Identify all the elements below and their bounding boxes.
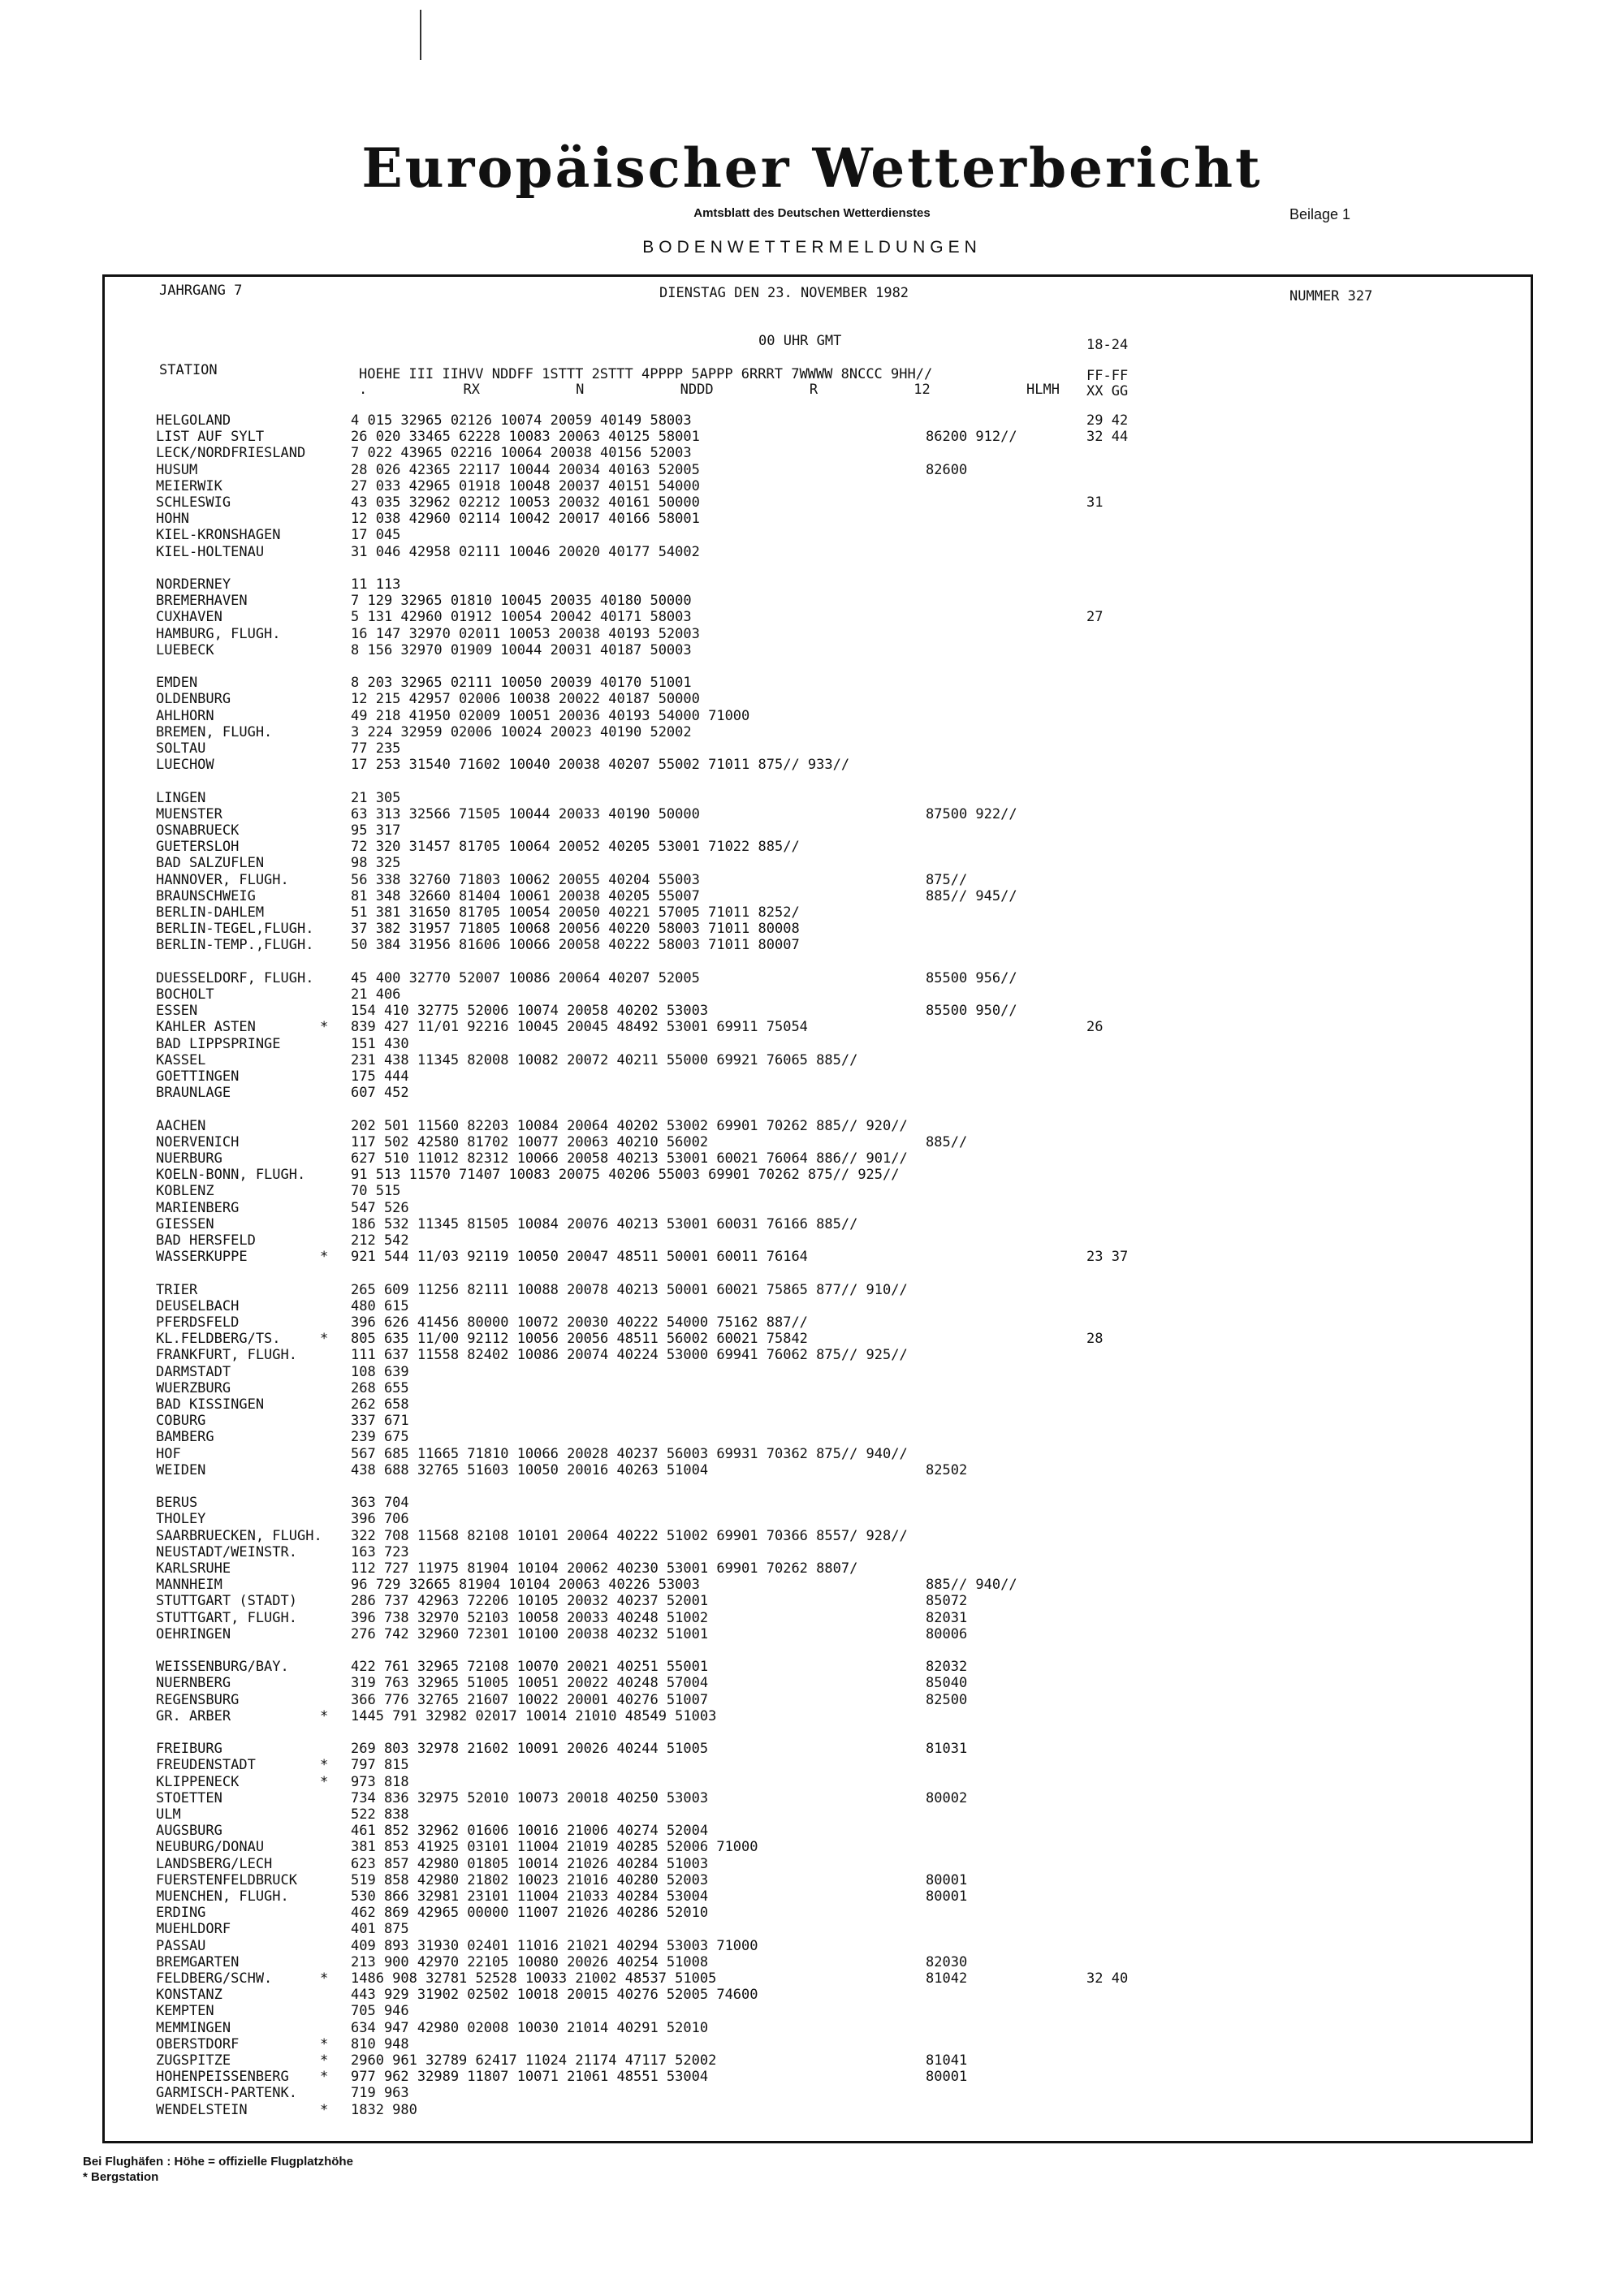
mountain-station-marker: * bbox=[320, 1970, 329, 1987]
station-name: PFERDSFELD bbox=[156, 1314, 240, 1331]
station-gust: 29 42 bbox=[1086, 412, 1129, 429]
station-cloud-codes: 85500 956// bbox=[926, 970, 1017, 986]
station-codes: 734 836 32975 52010 10073 20018 40250 53003 bbox=[351, 1790, 709, 1806]
station-name: BERLIN-TEMP.,FLUGH. bbox=[156, 937, 314, 953]
station-codes: 50 384 31956 81606 10066 20058 40222 58003 71011 80007 bbox=[351, 937, 800, 953]
station-codes: 212 542 bbox=[351, 1232, 409, 1249]
station-codes: 322 708 11568 82108 10101 20064 40222 51002 69901 70366 8557/ 928// bbox=[351, 1528, 908, 1544]
station-codes: 186 532 11345 81505 10084 20076 40213 53001 60031 76166 885// bbox=[351, 1216, 858, 1232]
station-name: FREIBURG bbox=[156, 1741, 222, 1757]
code-column-header: HOEHE III IIHVV NDDFF 1STTT 2STTT 4PPPP 5APPP 6RRRT 7WWWW 8NCCC 9HH// bbox=[359, 366, 933, 382]
station-codes: 519 858 42980 21802 10023 21016 40280 52003 bbox=[351, 1872, 709, 1888]
station-name: MEIERWIK bbox=[156, 478, 222, 494]
station-codes: 705 946 bbox=[351, 2003, 409, 2019]
gust-period: 18-24 bbox=[1086, 337, 1129, 353]
station-name: LINGEN bbox=[156, 790, 206, 806]
station-codes: 112 727 11975 81904 10104 20062 40230 53001 69901 70262 8807/ bbox=[351, 1560, 858, 1577]
station-name: MUENCHEN, FLUGH. bbox=[156, 1888, 289, 1905]
station-codes: 797 815 bbox=[351, 1757, 409, 1773]
code-column-subheader: . RX N NDDD R 12 HLMH bbox=[359, 382, 1060, 398]
station-codes: 319 763 32965 51005 10051 20022 40248 57004 bbox=[351, 1675, 709, 1691]
station-gust: 23 37 bbox=[1086, 1249, 1129, 1265]
station-codes: 3 224 32959 02006 10024 20023 40190 52002 bbox=[351, 724, 692, 740]
station-codes: 8 156 32970 01909 10044 20031 40187 50003 bbox=[351, 642, 692, 658]
station-codes: 396 706 bbox=[351, 1511, 409, 1527]
station-name: FRANKFURT, FLUGH. bbox=[156, 1347, 297, 1363]
station-name: OLDENBURG bbox=[156, 691, 231, 707]
station-codes: 262 658 bbox=[351, 1396, 409, 1413]
station-codes: 7 129 32965 01810 10045 20035 40180 50000 bbox=[351, 593, 692, 609]
station-name: BAD LIPPSPRINGE bbox=[156, 1036, 281, 1052]
station-name: NEUSTADT/WEINSTR. bbox=[156, 1544, 297, 1560]
station-name: FUERSTENFELDBRUCK bbox=[156, 1872, 297, 1888]
station-codes: 175 444 bbox=[351, 1068, 409, 1085]
station-gust: 28 bbox=[1086, 1331, 1104, 1347]
station-codes: 462 869 42965 00000 11007 21026 40286 52010 bbox=[351, 1905, 709, 1921]
station-name: HELGOLAND bbox=[156, 412, 231, 429]
station-codes: 37 382 31957 71805 10068 20056 40220 58003 71011 80008 bbox=[351, 921, 800, 937]
station-codes: 623 857 42980 01805 10014 21026 40284 51003 bbox=[351, 1856, 709, 1872]
station-gust: 32 44 bbox=[1086, 429, 1129, 445]
station-codes: 401 875 bbox=[351, 1921, 409, 1937]
station-name: KOELN-BONN, FLUGH. bbox=[156, 1167, 306, 1183]
station-cloud-codes: 885// 940// bbox=[926, 1577, 1017, 1593]
station-codes: 443 929 31902 02502 10018 20015 40276 52005 74600 bbox=[351, 1987, 758, 2003]
station-codes: 96 729 32665 81904 10104 20063 40226 53003 bbox=[351, 1577, 700, 1593]
station-codes: 239 675 bbox=[351, 1429, 409, 1445]
station-gust: 27 bbox=[1086, 609, 1104, 625]
station-name: DUESSELDORF, FLUGH. bbox=[156, 970, 314, 986]
station-name: LANDSBERG/LECH bbox=[156, 1856, 273, 1872]
station-codes: 21 305 bbox=[351, 790, 401, 806]
station-cloud-codes: 82032 bbox=[926, 1659, 968, 1675]
station-codes: 719 963 bbox=[351, 2085, 409, 2101]
station-name: EMDEN bbox=[156, 675, 198, 691]
station-name: MANNHEIM bbox=[156, 1577, 222, 1593]
station-codes: 17 253 31540 71602 10040 20038 40207 55002 71011 875// 933// bbox=[351, 757, 850, 773]
station-codes: 265 609 11256 82111 10088 20078 40213 50001 60021 75865 877// 910// bbox=[351, 1282, 908, 1298]
station-name: AACHEN bbox=[156, 1118, 206, 1134]
station-cloud-codes: 85072 bbox=[926, 1593, 968, 1609]
station-name: LUECHOW bbox=[156, 757, 214, 773]
station-name: SAARBRUECKEN, FLUGH. bbox=[156, 1528, 322, 1544]
station-name: BAMBERG bbox=[156, 1429, 214, 1445]
station-codes: 286 737 42963 72206 10105 20032 40237 52001 bbox=[351, 1593, 709, 1609]
station-codes: 409 893 31930 02401 11016 21021 40294 53003 71000 bbox=[351, 1938, 758, 1954]
station-cloud-codes: 85500 950// bbox=[926, 1003, 1017, 1019]
station-name: MARIENBERG bbox=[156, 1200, 240, 1216]
station-codes: 366 776 32765 21607 10022 20001 40276 51007 bbox=[351, 1692, 709, 1708]
station-codes: 839 427 11/01 92216 10045 20045 48492 53001 69911 75054 bbox=[351, 1019, 808, 1035]
mountain-station-marker: * bbox=[320, 1757, 329, 1773]
station-codes: 8 203 32965 02111 10050 20039 40170 51001 bbox=[351, 675, 692, 691]
station-codes: 72 320 31457 81705 10064 20052 40205 53001 71022 885// bbox=[351, 839, 800, 855]
station-cloud-codes: 80002 bbox=[926, 1790, 968, 1806]
station-codes: 111 637 11558 82402 10086 20074 40224 53000 69941 76062 875// 925// bbox=[351, 1347, 908, 1363]
station-codes: 381 853 41925 03101 11004 21019 40285 52006 71000 bbox=[351, 1839, 758, 1855]
station-codes: 151 430 bbox=[351, 1036, 409, 1052]
station-name: THOLEY bbox=[156, 1511, 206, 1527]
station-codes: 805 635 11/00 92112 10056 20056 48511 56002 60021 75842 bbox=[351, 1331, 808, 1347]
station-gust: 26 bbox=[1086, 1019, 1104, 1035]
station-name: BRAUNLAGE bbox=[156, 1085, 231, 1101]
station-codes: 607 452 bbox=[351, 1085, 409, 1101]
station-codes: 422 761 32965 72108 10070 20021 40251 55001 bbox=[351, 1659, 709, 1675]
station-name: LIST AUF SYLT bbox=[156, 429, 265, 445]
station-name: NORDERNEY bbox=[156, 576, 231, 593]
station-codes: 977 962 32989 11807 10071 21061 48551 53004 bbox=[351, 2069, 709, 2085]
station-codes: 117 502 42580 81702 10077 20063 40210 56002 bbox=[351, 1134, 709, 1150]
station-codes: 480 615 bbox=[351, 1298, 409, 1314]
station-codes: 12 038 42960 02114 10042 20017 40166 58001 bbox=[351, 511, 700, 527]
station-name: BOCHOLT bbox=[156, 986, 214, 1003]
station-name: KIEL-HOLTENAU bbox=[156, 544, 265, 560]
mountain-station-marker: * bbox=[320, 2069, 329, 2085]
station-cloud-codes: 80006 bbox=[926, 1626, 968, 1642]
station-codes: 634 947 42980 02008 10030 21014 40291 52010 bbox=[351, 2020, 709, 2036]
station-name: BAD HERSFELD bbox=[156, 1232, 256, 1249]
station-codes: 461 852 32962 01606 10016 21006 40274 52004 bbox=[351, 1823, 709, 1839]
station-codes: 45 400 32770 52007 10086 20064 40207 52005 bbox=[351, 970, 700, 986]
station-codes: 627 510 11012 82312 10066 20058 40213 53001 60021 76064 886// 901// bbox=[351, 1150, 908, 1167]
station-codes: 4 015 32965 02126 10074 20059 40149 58003 bbox=[351, 412, 692, 429]
station-cloud-codes: 81042 bbox=[926, 1970, 968, 1987]
section-title: BODENWETTERMELDUNGEN bbox=[642, 238, 982, 257]
station-name: CUXHAVEN bbox=[156, 609, 222, 625]
jahrgang-label: JAHRGANG 7 bbox=[159, 283, 243, 299]
station-codes: 213 900 42970 22105 10080 20026 40254 51008 bbox=[351, 1954, 709, 1970]
station-name: MUEHLDORF bbox=[156, 1921, 231, 1937]
station-codes: 56 338 32760 71803 10062 20055 40204 55003 bbox=[351, 872, 700, 888]
station-cloud-codes: 885// bbox=[926, 1134, 968, 1150]
station-cloud-codes: 86200 912// bbox=[926, 429, 1017, 445]
station-codes: 1486 908 32781 52528 10033 21002 48537 51005 bbox=[351, 1970, 717, 1987]
station-name: OEHRINGEN bbox=[156, 1626, 231, 1642]
station-codes: 81 348 32660 81404 10061 20038 40205 55007 bbox=[351, 888, 700, 904]
station-cloud-codes: 82600 bbox=[926, 462, 968, 478]
station-cloud-codes: 80001 bbox=[926, 2069, 968, 2085]
station-name: NEUBURG/DONAU bbox=[156, 1839, 265, 1855]
footnote-airport: Bei Flughäfen : Höhe = offizielle Flugplatzhöhe bbox=[83, 2155, 353, 2169]
station-codes: 1445 791 32982 02017 10014 21010 48549 51003 bbox=[351, 1708, 717, 1724]
station-cloud-codes: 885// 945// bbox=[926, 888, 1017, 904]
mountain-station-marker: * bbox=[320, 2036, 329, 2052]
station-name: STUTTGART (STADT) bbox=[156, 1593, 297, 1609]
station-codes: 1832 980 bbox=[351, 2102, 417, 2118]
station-codes: 27 033 42965 01918 10048 20037 40151 54000 bbox=[351, 478, 700, 494]
station-name: ZUGSPITZE bbox=[156, 2052, 231, 2069]
page-subtitle: Amtsblatt des Deutschen Wetterdienstes bbox=[693, 206, 931, 220]
station-codes: 17 045 bbox=[351, 527, 401, 543]
station-codes: 2960 961 32789 62417 11024 21174 47117 52002 bbox=[351, 2052, 717, 2069]
station-name: WUERZBURG bbox=[156, 1380, 231, 1396]
station-name: KL.FELDBERG/TS. bbox=[156, 1331, 281, 1347]
mountain-station-marker: * bbox=[320, 1019, 329, 1035]
station-name: KASSEL bbox=[156, 1052, 206, 1068]
station-name: BAD KISSINGEN bbox=[156, 1396, 265, 1413]
station-cloud-codes: 81031 bbox=[926, 1741, 968, 1757]
station-name: COBURG bbox=[156, 1413, 206, 1429]
station-codes: 810 948 bbox=[351, 2036, 409, 2052]
station-codes: 12 215 42957 02006 10038 20022 40187 50000 bbox=[351, 691, 700, 707]
station-codes: 26 020 33465 62228 10083 20063 40125 58001 bbox=[351, 429, 700, 445]
station-name: MUENSTER bbox=[156, 806, 222, 822]
station-name: OSNABRUECK bbox=[156, 822, 240, 839]
station-name: GOETTINGEN bbox=[156, 1068, 240, 1085]
station-codes: 108 639 bbox=[351, 1364, 409, 1380]
station-codes: 95 317 bbox=[351, 822, 401, 839]
observation-time: 00 UHR GMT bbox=[758, 333, 842, 349]
station-cloud-codes: 80001 bbox=[926, 1888, 968, 1905]
station-name: KLIPPENECK bbox=[156, 1774, 240, 1790]
station-name: OBERSTDORF bbox=[156, 2036, 240, 2052]
supplement-label: Beilage 1 bbox=[1289, 206, 1351, 222]
station-name: DARMSTADT bbox=[156, 1364, 231, 1380]
station-codes: 5 131 42960 01912 10054 20042 40171 58003 bbox=[351, 609, 692, 625]
station-name: SCHLESWIG bbox=[156, 494, 231, 511]
station-name: BERLIN-DAHLEM bbox=[156, 904, 265, 921]
station-name: WASSERKUPPE bbox=[156, 1249, 248, 1265]
station-name: STUTTGART, FLUGH. bbox=[156, 1610, 297, 1626]
station-cloud-codes: 875// bbox=[926, 872, 968, 888]
station-codes: 547 526 bbox=[351, 1200, 409, 1216]
station-name: KIEL-KRONSHAGEN bbox=[156, 527, 281, 543]
station-codes: 49 218 41950 02009 10051 20036 40193 54000 71000 bbox=[351, 708, 750, 724]
station-name: HOF bbox=[156, 1446, 181, 1462]
station-cloud-codes: 82502 bbox=[926, 1462, 968, 1478]
station-codes: 51 381 31650 81705 10054 20050 40221 57005 71011 8252/ bbox=[351, 904, 800, 921]
station-name: LECK/NORDFRIESLAND bbox=[156, 445, 306, 461]
station-gust: 32 40 bbox=[1086, 1970, 1129, 1987]
station-name: BERUS bbox=[156, 1495, 198, 1511]
station-name: WEISSENBURG/BAY. bbox=[156, 1659, 289, 1675]
mountain-station-marker: * bbox=[320, 1331, 329, 1347]
station-codes: 337 671 bbox=[351, 1413, 409, 1429]
station-codes: 269 803 32978 21602 10091 20026 40244 51005 bbox=[351, 1741, 709, 1757]
station-name: AUGSBURG bbox=[156, 1823, 222, 1839]
station-cloud-codes: 85040 bbox=[926, 1675, 968, 1691]
issue-number: NUMMER 327 bbox=[1289, 288, 1373, 304]
station-name: WENDELSTEIN bbox=[156, 2102, 248, 2118]
station-name: REGENSBURG bbox=[156, 1692, 240, 1708]
station-name: KEMPTEN bbox=[156, 2003, 214, 2019]
station-name: BREMGARTEN bbox=[156, 1954, 240, 1970]
station-name: KARLSRUHE bbox=[156, 1560, 231, 1577]
mountain-station-marker: * bbox=[320, 1708, 329, 1724]
station-name: LUEBECK bbox=[156, 642, 214, 658]
footnote-mountain: * Bergstation bbox=[83, 2170, 159, 2184]
station-name: GUETERSLOH bbox=[156, 839, 240, 855]
station-column-header: STATION bbox=[159, 362, 218, 378]
station-name: HOHN bbox=[156, 511, 189, 527]
station-codes: 567 685 11665 71810 10066 20028 40237 56003 69931 70362 875// 940// bbox=[351, 1446, 908, 1462]
station-codes: 396 738 32970 52103 10058 20033 40248 51002 bbox=[351, 1610, 709, 1626]
station-name: WEIDEN bbox=[156, 1462, 206, 1478]
station-name: GIESSEN bbox=[156, 1216, 214, 1232]
station-name: BERLIN-TEGEL,FLUGH. bbox=[156, 921, 314, 937]
station-codes: 231 438 11345 82008 10082 20072 40211 55000 69921 76065 885// bbox=[351, 1052, 858, 1068]
ff-column-subheader: XX GG bbox=[1086, 383, 1129, 399]
mountain-station-marker: * bbox=[320, 1249, 329, 1265]
station-name: SOLTAU bbox=[156, 740, 206, 757]
station-codes: 973 818 bbox=[351, 1774, 409, 1790]
station-name: GR. ARBER bbox=[156, 1708, 231, 1724]
mountain-station-marker: * bbox=[320, 2102, 329, 2118]
station-name: NOERVENICH bbox=[156, 1134, 240, 1150]
station-name: DEUSELBACH bbox=[156, 1298, 240, 1314]
station-name: NUERNBERG bbox=[156, 1675, 231, 1691]
station-name: FREUDENSTADT bbox=[156, 1757, 256, 1773]
station-codes: 438 688 32765 51603 10050 20016 40263 51004 bbox=[351, 1462, 709, 1478]
station-cloud-codes: 82031 bbox=[926, 1610, 968, 1626]
station-name: BAD SALZUFLEN bbox=[156, 855, 265, 871]
station-name: ESSEN bbox=[156, 1003, 198, 1019]
station-name: KAHLER ASTEN bbox=[156, 1019, 256, 1035]
station-codes: 276 742 32960 72301 10100 20038 40232 51001 bbox=[351, 1626, 709, 1642]
station-codes: 154 410 32775 52006 10074 20058 40202 53003 bbox=[351, 1003, 709, 1019]
station-name: HUSUM bbox=[156, 462, 198, 478]
station-codes: 98 325 bbox=[351, 855, 401, 871]
station-name: KONSTANZ bbox=[156, 1987, 222, 2003]
station-cloud-codes: 81041 bbox=[926, 2052, 968, 2069]
mountain-station-marker: * bbox=[320, 1774, 329, 1790]
station-codes: 163 723 bbox=[351, 1544, 409, 1560]
station-codes: 16 147 32970 02011 10053 20038 40193 52003 bbox=[351, 626, 700, 642]
station-codes: 43 035 32962 02212 10053 20032 40161 50000 bbox=[351, 494, 700, 511]
report-date: DIENSTAG DEN 23. NOVEMBER 1982 bbox=[659, 285, 909, 301]
station-codes: 921 544 11/03 92119 10050 20047 48511 50001 60011 76164 bbox=[351, 1249, 808, 1265]
station-codes: 28 026 42365 22117 10044 20034 40163 52005 bbox=[351, 462, 700, 478]
station-name: GARMISCH-PARTENK. bbox=[156, 2085, 297, 2101]
ff-column-header: FF-FF bbox=[1086, 368, 1129, 384]
station-codes: 522 838 bbox=[351, 1806, 409, 1823]
page-title: Europäischer Wetterbericht bbox=[361, 136, 1263, 200]
station-name: BRAUNSCHWEIG bbox=[156, 888, 256, 904]
station-name: AHLHORN bbox=[156, 708, 214, 724]
station-name: MEMMINGEN bbox=[156, 2020, 231, 2036]
station-codes: 363 704 bbox=[351, 1495, 409, 1511]
station-name: FELDBERG/SCHW. bbox=[156, 1970, 273, 1987]
station-name: HAMBURG, FLUGH. bbox=[156, 626, 281, 642]
station-name: ERDING bbox=[156, 1905, 206, 1921]
station-codes: 202 501 11560 82203 10084 20064 40202 53002 69901 70262 885// 920// bbox=[351, 1118, 908, 1134]
station-gust: 31 bbox=[1086, 494, 1104, 511]
station-codes: 31 046 42958 02111 10046 20020 40177 54002 bbox=[351, 544, 700, 560]
station-name: NUERBURG bbox=[156, 1150, 222, 1167]
station-codes: 77 235 bbox=[351, 740, 401, 757]
station-codes: 21 406 bbox=[351, 986, 401, 1003]
station-codes: 7 022 43965 02216 10064 20038 40156 52003 bbox=[351, 445, 692, 461]
station-name: HANNOVER, FLUGH. bbox=[156, 872, 289, 888]
station-codes: 70 515 bbox=[351, 1183, 401, 1199]
station-codes: 11 113 bbox=[351, 576, 401, 593]
station-name: KOBLENZ bbox=[156, 1183, 214, 1199]
station-name: BREMEN, FLUGH. bbox=[156, 724, 273, 740]
station-name: PASSAU bbox=[156, 1938, 206, 1954]
station-cloud-codes: 82030 bbox=[926, 1954, 968, 1970]
station-name: HOHENPEISSENBERG bbox=[156, 2069, 289, 2085]
station-name: BREMERHAVEN bbox=[156, 593, 248, 609]
mountain-station-marker: * bbox=[320, 2052, 329, 2069]
station-codes: 91 513 11570 71407 10083 20075 40206 55003 69901 70262 875// 925// bbox=[351, 1167, 900, 1183]
station-name: TRIER bbox=[156, 1282, 198, 1298]
station-cloud-codes: 80001 bbox=[926, 1872, 968, 1888]
station-codes: 530 866 32981 23101 11004 21033 40284 53004 bbox=[351, 1888, 709, 1905]
station-name: STOETTEN bbox=[156, 1790, 222, 1806]
station-codes: 268 655 bbox=[351, 1380, 409, 1396]
station-codes: 396 626 41456 80000 10072 20030 40222 54000 75162 887// bbox=[351, 1314, 808, 1331]
station-cloud-codes: 87500 922// bbox=[926, 806, 1017, 822]
station-cloud-codes: 82500 bbox=[926, 1692, 968, 1708]
station-codes: 63 313 32566 71505 10044 20033 40190 50000 bbox=[351, 806, 700, 822]
station-name: ULM bbox=[156, 1806, 181, 1823]
